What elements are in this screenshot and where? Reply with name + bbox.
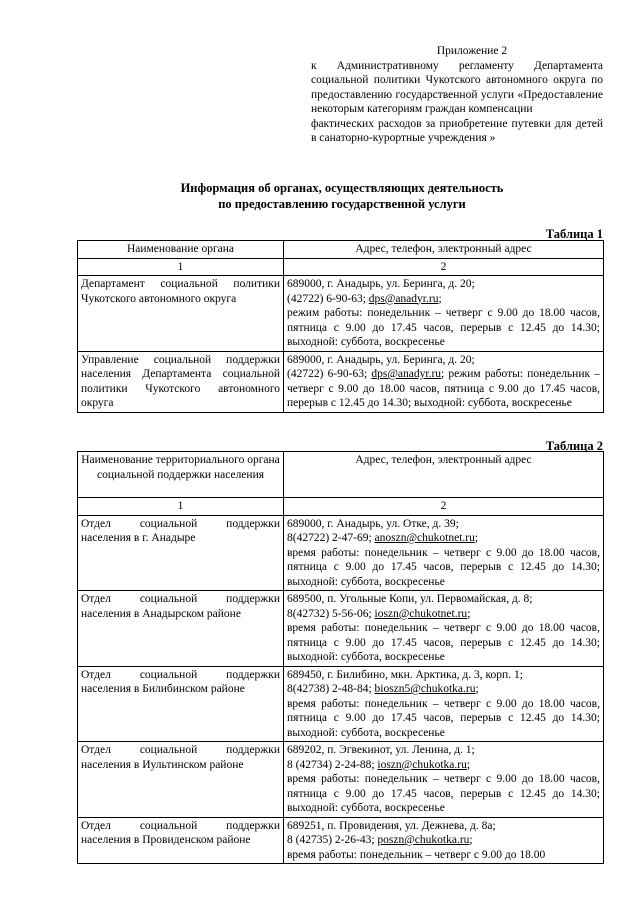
- dept-phone: 8(42738) 2-48-84;: [287, 683, 375, 695]
- table2-col-number-2: 2: [284, 498, 604, 516]
- table1-header-address: Адрес, телефон, электронный адрес: [284, 241, 604, 259]
- table-1: [77, 240, 604, 413]
- dept-email-link[interactable]: anoszn@chukotnet.ru: [374, 532, 475, 544]
- table1-col-number-2: 2: [284, 258, 604, 276]
- dept-phone: 8 (42735) 2-26-43;: [287, 834, 378, 846]
- org-address: 689000, г. Анадырь, ул. Беринга, д. 20;: [287, 278, 475, 290]
- dept-hours: время работы: понедельник – четверг с 9.00 до 18.00: [287, 848, 546, 861]
- dept-name: Отдел социальной поддержки населения в Анадырском районе: [78, 591, 284, 667]
- heading-line-2: по предоставлению государственной услуги: [218, 197, 466, 211]
- dept-email-link[interactable]: ioszn@chukotnet.ru: [374, 607, 468, 620]
- table-row: [78, 276, 604, 352]
- org-email-link[interactable]: dps@anadyr.ru: [371, 368, 442, 380]
- table1-number-row: [78, 258, 604, 276]
- table2-col-number-1: 1: [78, 498, 284, 516]
- dept-contacts: [284, 666, 604, 742]
- org-address: 689000, г. Анадырь, ул. Беринга, д. 20;: [287, 353, 475, 366]
- dept-hours: время работы: понедельник – четверг с 9.00 до 18.00 часов, пятница с 9.00 до 17.45 часов, перерыв с 12.45 до 14.30; выходной: суббота, воскресенье: [287, 622, 600, 663]
- dept-address: 689251, п. Провидения, ул. Дежнева, д. 8а;: [287, 819, 496, 832]
- table2-header-address: Адрес, телефон, электронный адрес: [284, 452, 604, 498]
- dept-after-email: ;: [469, 834, 473, 846]
- table-row: [78, 351, 604, 412]
- table2-header-row: [78, 452, 604, 498]
- table-2: [77, 451, 604, 864]
- dept-address: 689000, г. Анадырь, ул. Отке, д. 39;: [287, 517, 459, 530]
- dept-email-link[interactable]: poszn@chukotka.ru: [377, 834, 470, 846]
- table2-number-row: [78, 498, 604, 516]
- dept-phone: 8(42722) 2-47-69;: [287, 532, 375, 544]
- dept-address: 689450, г. Билибино, мкн. Арктика, д. 3, корп. 1;: [287, 668, 523, 681]
- appendix-text-1: к Административному регламенту Департамента социальной политики Чукотского автономного округа по предоставлению государственной услуги «Предоставление некоторым категориям граждан компенсации: [311, 59, 603, 115]
- table-row: [78, 742, 604, 818]
- dept-name: Отдел социальной поддержки населения в Провиденском районе: [78, 817, 284, 864]
- org-phone: (42722) 6-90-63;: [287, 368, 372, 380]
- dept-after-email: ;: [475, 683, 479, 695]
- table1-caption: Таблица 1: [545, 227, 603, 241]
- org-hours: режим работы: понедельник – четверг с 9.00 до 18.00 часов, пятница с 9.00 до 17.45 часов, перерыв с 12.45 до 14.30; выходной: суббота, воскресенье: [287, 307, 600, 348]
- dept-after-email: ;: [467, 607, 471, 620]
- appendix-block: [311, 44, 603, 146]
- org-name: Департамент социальной политики Чукотского автономного округа: [78, 276, 284, 352]
- appendix-text-2: фактических расходов за приобретение путевки для детей в санаторно-курортные учреждения »: [311, 117, 603, 144]
- appendix-title: Приложение 2: [436, 45, 508, 57]
- table1-header-row: [78, 241, 604, 259]
- org-contacts: [284, 276, 604, 352]
- org-after-email: ; режим работы: понедельник – четверг с 9.00 до 18.00 часов, пятница с 9.00 до 17.45 часов, перерыв с 12.45 до 14.30; выходной: суббота, воскресенье: [287, 368, 600, 409]
- table2-header-name: Наименование территориального органа социальной поддержки населения: [78, 452, 284, 498]
- dept-contacts: [284, 742, 604, 818]
- dept-address: 689500, п. Угольные Копи, ул. Первомайская, д. 8;: [287, 593, 533, 605]
- dept-address: 689202, п. Эгвекинот, ул. Ленина, д. 1;: [287, 744, 475, 756]
- table-row: [78, 666, 604, 742]
- dept-name: Отдел социальной поддержки населения в г. Анадыре: [78, 515, 284, 591]
- dept-hours: время работы: понедельник – четверг с 9.00 до 18.00 часов, пятница с 9.00 до 17.45 часов, перерыв с 12.45 до 14.30; выходной: суббота, воскресенье: [287, 773, 600, 814]
- dept-phone: 8 (42734) 2-24-88;: [287, 758, 378, 771]
- dept-after-email: ;: [466, 758, 471, 771]
- table1-col-number-1: 1: [78, 258, 284, 276]
- dept-email-link[interactable]: bioszn5@chukotka.ru: [374, 683, 476, 695]
- dept-email-link[interactable]: ioszn@chukotka.ru: [377, 758, 467, 771]
- dept-name: Отдел социальной поддержки населения в Иультинском районе: [78, 742, 284, 818]
- heading-line-1: Информация об органах, осуществляющих деятельность: [180, 181, 504, 195]
- dept-hours: время работы: понедельник – четверг с 9.00 до 18.00 часов, пятница с 9.00 до 17.45 часов, перерыв с 12.45 до 14.30; выходной: суббота, воскресенье: [287, 546, 600, 588]
- table-row: [78, 817, 604, 864]
- table-row: [78, 515, 604, 591]
- dept-hours: время работы: понедельник – четверг с 9.00 до 18.00 часов, пятница с 9.00 до 17.45 часов, перерыв с 12.45 до 14.30; выходной: суббота, воскресенье: [287, 697, 600, 739]
- dept-contacts: [284, 817, 604, 864]
- document-heading: [80, 180, 604, 212]
- org-phone: (42722) 6-90-63;: [287, 292, 369, 305]
- table2-caption: Таблица 2: [545, 439, 603, 453]
- dept-phone: 8(42732) 5-56-06;: [287, 607, 375, 620]
- dept-contacts: [284, 591, 604, 667]
- org-after-email: ;: [438, 292, 442, 305]
- dept-name: Отдел социальной поддержки населения в Билибинском районе: [78, 666, 284, 742]
- dept-contacts: [284, 515, 604, 591]
- table1-header-name: Наименование органа: [78, 241, 284, 259]
- dept-after-email: ;: [474, 532, 479, 544]
- org-email-link[interactable]: dps@anadyr.ru: [368, 292, 439, 305]
- org-contacts: [284, 351, 604, 412]
- org-name: Управление социальной поддержки населения Департамента социальной политики Чукотского автономного округа: [78, 351, 284, 412]
- table-row: [78, 591, 604, 667]
